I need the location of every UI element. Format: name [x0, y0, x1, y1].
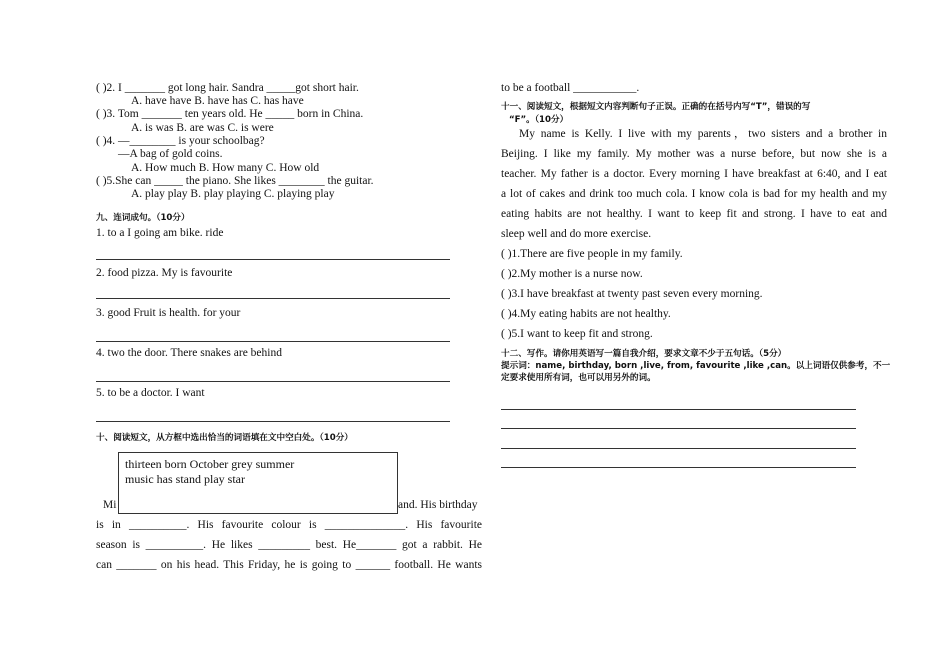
answer-line-5[interactable]: [96, 421, 450, 422]
word-bank-box: [118, 452, 398, 514]
word-bank-row-2: music has stand play star: [125, 472, 245, 486]
reading-line-2: Beijing. I like my family. My mother was a nurse before, but now she is a: [501, 148, 887, 160]
answer-line-3[interactable]: [96, 341, 450, 342]
section-12-hint-cont: 定要求使用所有词，也可以用另外的词。: [501, 373, 656, 383]
passage-line-4: can _______ on his head. This Friday, he is going to ______ football. He wants: [96, 559, 482, 571]
passage-line-2: is in __________. His favourite colour is ______________. His favourite: [96, 519, 482, 531]
answer-line-1[interactable]: [96, 259, 450, 260]
reading-line-4: a lot of cakes and drink too much cola. I know cola is bad for my health and my: [501, 188, 887, 200]
reading-line-6: sleep well and do more exercise.: [501, 228, 652, 240]
question-2: ( )2. I _______ got long hair. Sandra _____got short hair.: [96, 82, 359, 94]
word-bank-row-1: thirteen born October grey summer: [125, 457, 295, 471]
passage-continuation: to be a football ___________.: [501, 82, 640, 94]
question-2-options: A. have have B. have has C. has have: [131, 95, 304, 107]
question-4-options: A. How much B. How many C. How old: [131, 162, 320, 174]
answer-line-4[interactable]: [96, 381, 450, 382]
tf-statement-5: ( )5.I want to keep fit and strong.: [501, 328, 653, 340]
reading-line-1: My name is Kelly. I live with my parents，two sisters and a brother in: [519, 128, 887, 140]
question-3: ( )3. Tom _______ ten years old. He _____ born in China.: [96, 108, 364, 120]
question-4: ( )4. —________ is your schoolbag?: [96, 135, 265, 147]
sentence-5-words: 5. to be a doctor. I want: [96, 387, 205, 399]
section-11-title-cont: “F”。（10分）: [509, 115, 569, 125]
reading-line-5: eating habits are not healthy. I want to keep fit and strong. I have to eat and: [501, 208, 887, 220]
question-5-options: A. play play B. play playing C. playing play: [131, 188, 335, 200]
writing-line-1[interactable]: [501, 409, 856, 410]
writing-line-4[interactable]: [501, 467, 856, 468]
tf-statement-3: ( )3.I have breakfast at twenty past seven every morning.: [501, 288, 763, 300]
question-5: ( )5.She can _____ the piano. She likes ________ the guitar.: [96, 175, 374, 187]
section-12-title: 十二、写作。请你用英语写一篇自我介绍，要求文章不少于五句话。（5分）: [501, 349, 787, 359]
reading-line-3: teacher. My father is a doctor. Every morning I have breakfast at 6:40, and I eat: [501, 168, 887, 180]
sentence-4-words: 4. two the door. There snakes are behind: [96, 347, 282, 359]
writing-line-2[interactable]: [501, 428, 856, 429]
section-10-title: 十、阅读短文，从方框中选出恰当的词语填在文中空白处。（10分）: [96, 433, 353, 443]
answer-line-2[interactable]: [96, 298, 450, 299]
passage-line-1-end: and. His birthday: [398, 499, 478, 511]
passage-line-3: season is __________. He likes _________ best. He_______ got a rabbit. He: [96, 539, 482, 551]
section-12-hint: 提示词：name, birthday, born ,live, from, favourite ,like ,can。以上词语仅供参考，不一: [501, 361, 891, 371]
writing-line-3[interactable]: [501, 448, 856, 449]
section-9-title: 九、连词成句。（10分）: [96, 213, 190, 223]
question-3-options: A. is was B. are was C. is were: [131, 122, 274, 134]
sentence-2-words: 2. food pizza. My is favourite: [96, 267, 233, 279]
tf-statement-4: ( )4.My eating habits are not healthy.: [501, 308, 671, 320]
tf-statement-1: ( )1.There are five people in my family.: [501, 248, 683, 260]
question-4-answer-line: —A bag of gold coins.: [118, 148, 223, 160]
section-11-title: 十一、阅读短文，根据短文内容判断句子正误。正确的在括号内写“T”，错误的写: [501, 102, 811, 112]
sentence-1-words: 1. to a I going am bike. ride: [96, 227, 224, 239]
tf-statement-2: ( )2.My mother is a nurse now.: [501, 268, 643, 280]
sentence-3-words: 3. good Fruit is health. for your: [96, 307, 241, 319]
passage-line-1-start: Mi: [103, 499, 117, 511]
